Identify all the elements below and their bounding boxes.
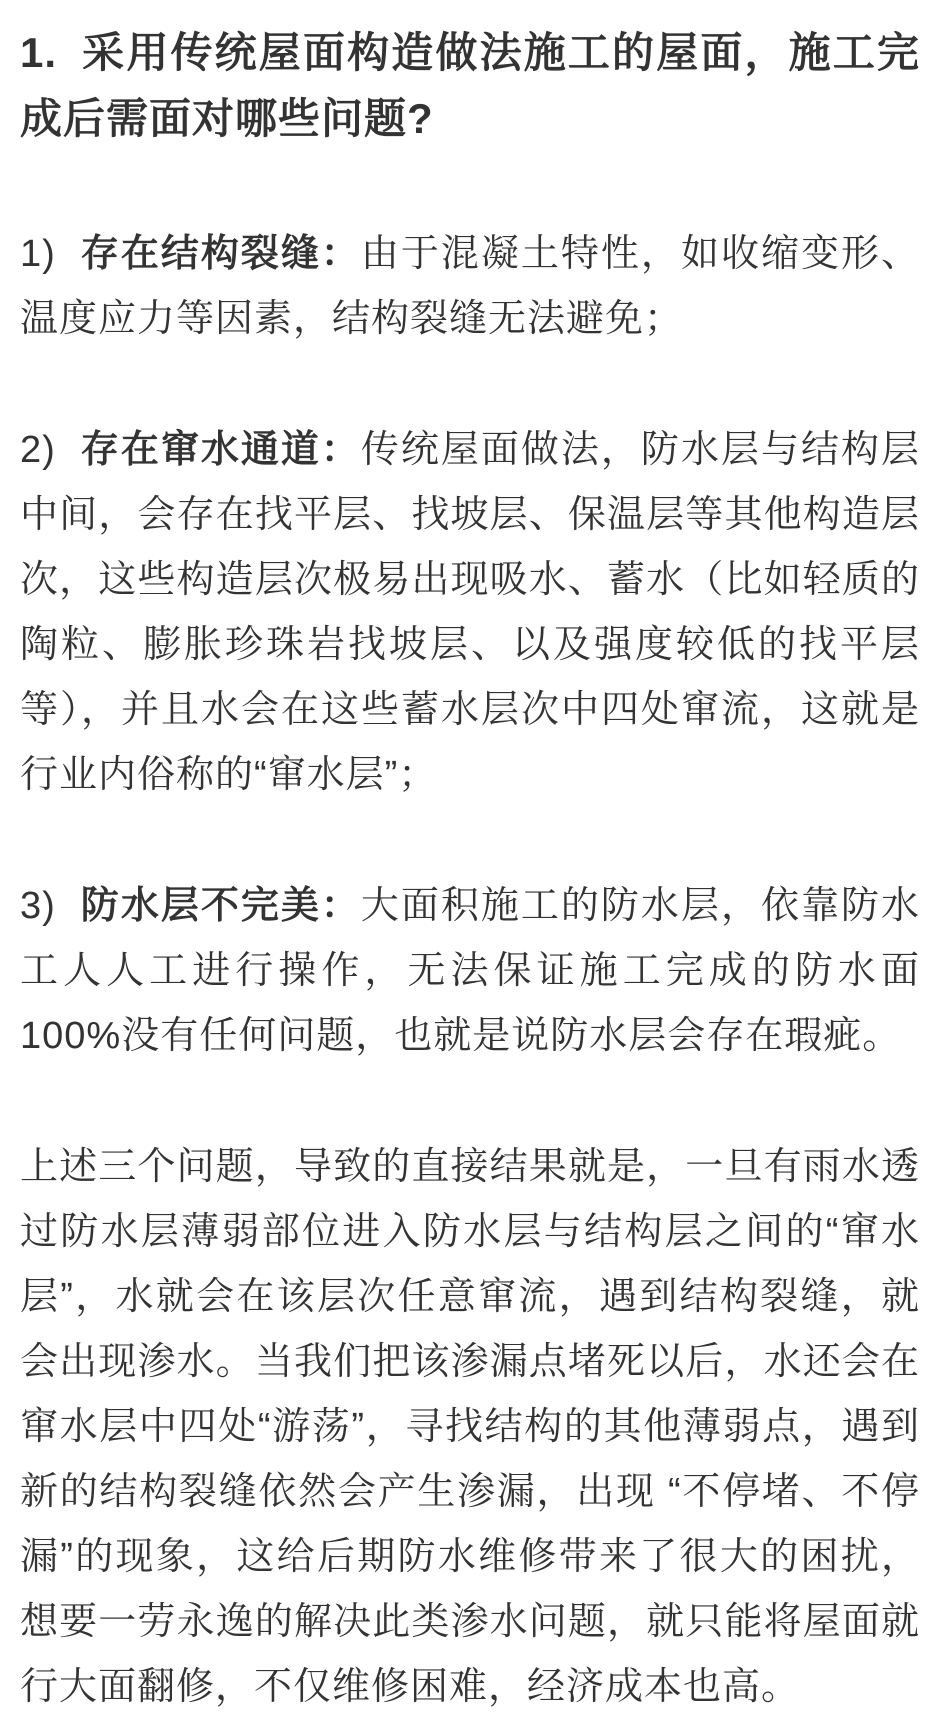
list-item-2-text: 传统屋面做法，防水层与结构层中间，会存在找平层、找坡层、保温层等其他构造层次，这些构造层次极易出现吸水、蓄水（比如轻质的陶粒、膨胀珍珠岩找坡层、以及强度较低的找平层等），并且水会在这些蓄水层次中四处窜流，这就是行业内俗称的“窜水层”；: [20, 429, 920, 796]
question-heading: [20, 20, 920, 152]
list-item-1: [20, 222, 920, 352]
list-item-1-marker: 1): [20, 233, 56, 275]
conclusion-paragraph: 上述三个问题，导致的直接结果就是，一旦有雨水透过防水层薄弱部位进入防水层与结构层之间的“窜水层”，水就会在该层次任意窜流，遇到结构裂缝，就会出现渗水。当我们把该渗漏点堵死以后，水还会在窜水层中四处“游荡”，寻找结构的其他薄弱点，遇到新的结构裂缝依然会产生渗漏，出现 “不停堵、不停漏”的现象，这给后期防水维修带来了很大的困扰，想要一劳永逸的解决此类渗水问题，就只能将屋面就行大面翻修，不仅维修困难，经济成本也高。: [20, 1146, 920, 1708]
list-item-1-text: 由于混凝土特性，如收缩变形、温度应力等因素，结构裂缝无法避免；: [20, 233, 920, 340]
heading-number: 1.: [20, 29, 58, 76]
heading-text: 采用传统屋面构造做法施工的屋面，施工完成后需面对哪些问题?: [20, 29, 920, 142]
list-item-1-label: 存在结构裂缝：: [79, 233, 361, 275]
list-item-3-label: 防水层不完美：: [79, 885, 361, 927]
list-item-2: [20, 418, 920, 808]
list-item-3-marker: 3): [20, 885, 56, 927]
list-item-2-marker: 2): [20, 429, 56, 471]
list-item-3: [20, 874, 920, 1069]
list-item-3-text: 大面积施工的防水层，依靠防水工人人工进行操作，无法保证施工完成的防水面100%没有任何问题，也就是说防水层会存在瑕疵。: [20, 885, 920, 1057]
list-item-2-label: 存在窜水通道：: [79, 429, 361, 471]
